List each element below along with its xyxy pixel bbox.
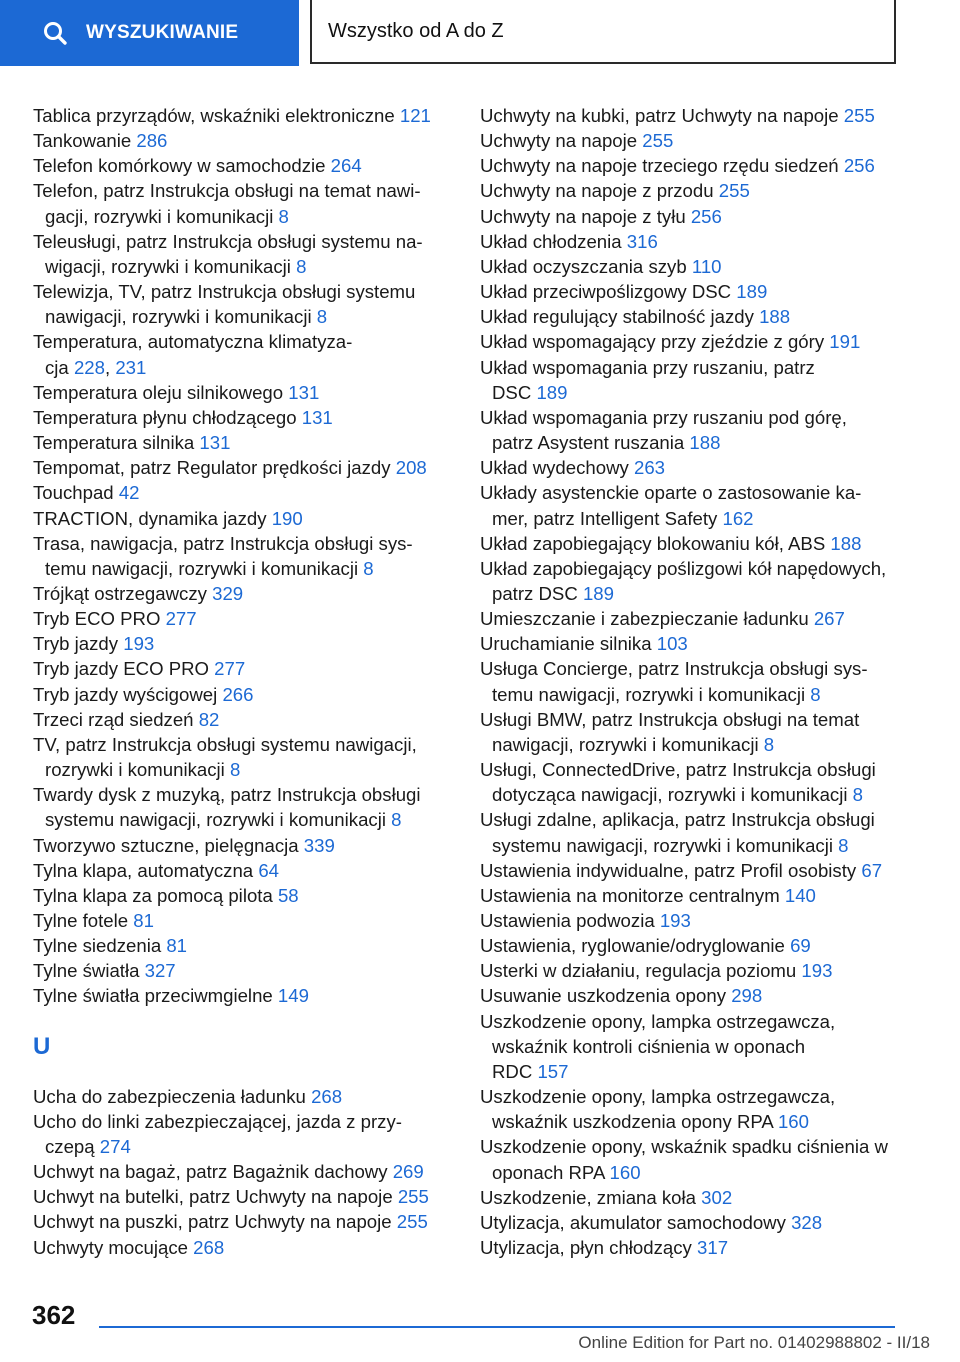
index-entry-text: oponach RPA: [492, 1161, 605, 1183]
page-link[interactable]: 228: [73, 356, 105, 378]
index-entry: [33, 1209, 443, 1234]
index-entry-text: Uszkodzenie, zmiana koła: [480, 1186, 696, 1208]
index-entry: [480, 204, 900, 229]
index-entry-text: Tylne światła przeciwmgielne: [33, 985, 273, 1007]
index-entry-text: Telefon komórkowy w samochodzie: [33, 155, 326, 177]
index-entry: [33, 103, 443, 128]
page-link[interactable]: 255: [397, 1186, 429, 1208]
page-link[interactable]: 255: [843, 105, 875, 126]
page-link[interactable]: 81: [166, 935, 188, 957]
index-entry-text: Uruchamianie silnika: [480, 633, 652, 655]
index-entry: [33, 430, 443, 455]
index-entry-text: Uchwyty na napoje z przodu: [480, 180, 714, 202]
index-entry-text: gacji, rozrywki i komunikacji: [45, 205, 274, 227]
page-link[interactable]: 316: [626, 230, 658, 252]
index-entry: [480, 229, 900, 254]
footer-divider: [99, 1326, 895, 1328]
page-link[interactable]: 131: [199, 432, 231, 454]
page-link[interactable]: 58: [277, 884, 299, 906]
page-link[interactable]: 42: [118, 482, 140, 504]
index-entry-text: Ucho do linki zabezpieczającej, jazda z przy-: [33, 1110, 402, 1132]
page-link[interactable]: 188: [689, 432, 721, 454]
index-entry-text: Układ wydechowy: [480, 457, 629, 479]
index-entry-text: Tryb ECO PRO: [33, 608, 161, 630]
index-entry: [480, 103, 900, 128]
index-entry-text: Uchwyty na napoje trzeciego rzędu siedzeń: [480, 155, 839, 177]
page-link[interactable]: 193: [659, 910, 691, 931]
index-entry-text: Tryb jazdy ECO PRO: [33, 658, 209, 680]
top-navigation: [0, 0, 960, 66]
index-entry: [33, 656, 443, 681]
index-entry-text: Układ wspomagania przy ruszaniu pod górę,: [480, 406, 847, 428]
index-entry: [480, 908, 900, 933]
page-link[interactable]: 193: [123, 633, 155, 655]
index-entry-text: dotycząca nawigacji, rozrywki i komunikacji: [492, 784, 848, 806]
index-entry: [480, 983, 900, 1008]
index-column-right: [480, 103, 900, 1260]
index-entry: [33, 455, 443, 480]
page-link[interactable]: 8: [296, 255, 307, 277]
index-entry: [480, 279, 900, 304]
index-entry-text: Teleusługi, patrz Instrukcja obsługi systemu na-: [33, 230, 423, 252]
index-entry: [480, 757, 900, 807]
index-entry: [33, 1084, 443, 1109]
search-icon: [42, 20, 68, 46]
page-link[interactable]: 8: [278, 205, 289, 227]
index-entry: [480, 480, 900, 530]
index-entry-text: Usługi BMW, patrz Instrukcja obsługi na temat: [480, 708, 860, 730]
index-entry: [480, 631, 900, 656]
index-entry-text: Uchwyty na kubki, patrz Uchwyty na napoje: [480, 105, 839, 126]
index-entry-text: Układ chłodzenia: [480, 230, 622, 252]
index-entry-text: Usterki w działaniu, regulacja poziomu: [480, 960, 797, 982]
page-link[interactable]: 140: [784, 884, 816, 906]
index-entry: [33, 178, 443, 228]
index-entry-text: Trójkąt ostrzegawczy: [33, 582, 207, 604]
index-entry-text: Ustawienia na monitorze centralnym: [480, 884, 780, 906]
index-entry-text: Uchwyt na butelki, patrz Uchwyty na napoje: [33, 1186, 393, 1208]
page-link[interactable]: 327: [144, 960, 176, 982]
index-entry-text: patrz Asystent ruszania: [492, 432, 685, 454]
page-link[interactable]: 149: [277, 985, 309, 1007]
index-entry-text: Tankowanie: [33, 130, 132, 152]
index-entry-text: Utylizacja, akumulator samochodowy: [480, 1211, 786, 1233]
index-entry-text: Telewizja, TV, patrz Instrukcja obsługi systemu: [33, 281, 416, 303]
page-link[interactable]: 131: [288, 381, 320, 403]
index-entry-text: Uchwyt na bagaż, patrz Bagażnik dachowy: [33, 1161, 388, 1183]
index-entry: [33, 531, 443, 581]
index-entry-text: wskaźnik kontroli ciśnienia w oponach: [492, 1035, 806, 1057]
page-link[interactable]: 8: [363, 557, 374, 579]
index-entry-text: Uszkodzenie opony, lampka ostrzegawcza,: [480, 1010, 836, 1032]
index-entry-text: Umieszczanie i zabezpieczanie ładunku: [480, 608, 809, 630]
page-link[interactable]: 103: [656, 633, 688, 655]
index-entry-text: Układ regulujący stabilność jazdy: [480, 306, 754, 328]
page-link[interactable]: 8: [838, 834, 849, 856]
index-entry-text: Układ zapobiegający blokowaniu kół, ABS: [480, 532, 826, 554]
index-entry-text: Usługa Concierge, patrz Instrukcja obsługi sys-: [480, 658, 868, 680]
index-entry-text: rozrywki i komunikacji: [45, 759, 225, 781]
index-entry: [33, 480, 443, 505]
index-entry: [33, 581, 443, 606]
page-link[interactable]: 121: [399, 105, 431, 126]
page-link[interactable]: 157: [537, 1060, 569, 1082]
index-entry: [480, 1084, 900, 1134]
index-entry-text: systemu nawigacji, rozrywki i komunikacji: [45, 809, 386, 831]
index-entry: [33, 833, 443, 858]
index-entry-text: Temperatura płynu chłodzącego: [33, 406, 297, 428]
page-link[interactable]: 69: [790, 935, 811, 957]
page-link[interactable]: 255: [396, 1211, 428, 1233]
index-entry-text: Usuwanie uszkodzenia opony: [480, 985, 727, 1007]
page-link[interactable]: 266: [222, 683, 254, 705]
index-entry-text: Układ wspomagający przy zjeździe z góry: [480, 331, 825, 353]
index-entry-text: Uchwyty na napoje: [480, 130, 638, 152]
index-entry-text: Trzeci rząd siedzeń: [33, 708, 194, 730]
index-entry-text: Tablica przyrządów, wskaźniki elektroniczne: [33, 105, 395, 126]
index-entry: [33, 983, 443, 1008]
page-number: 362: [32, 1300, 76, 1330]
page-link[interactable]: 267: [813, 608, 845, 630]
page-link[interactable]: 131: [301, 406, 333, 428]
index-entry-text: systemu nawigacji, rozrywki i komunikacji: [492, 834, 833, 856]
page-link[interactable]: 329: [212, 582, 244, 604]
page-link[interactable]: 189: [536, 381, 568, 403]
index-entry: Temperatura, automatyczna klimatyza- cja 228, 231: [33, 331, 353, 378]
index-entry-text: czepą: [45, 1135, 95, 1157]
index-entry: [480, 1185, 900, 1210]
index-entry-text: patrz DSC: [492, 582, 578, 604]
page-link[interactable]: 162: [722, 507, 754, 529]
index-entry-text: Układ wspomagania przy ruszaniu, patrz: [480, 356, 815, 378]
search-tab-label: WYSZUKIWANIE: [86, 22, 239, 43]
index-entry: [33, 1159, 443, 1184]
index-entry-text: temu nawigacji, rozrywki i komunikacji: [492, 683, 806, 705]
index-entry-text: nawigacji, rozrywki i komunikacji: [492, 733, 759, 755]
page-link[interactable]: 339: [303, 834, 335, 856]
page-link[interactable]: 67: [861, 859, 883, 881]
index-entry-text: Twardy dysk z muzyką, patrz Instrukcja obsługi: [33, 784, 421, 806]
index-entry-text: Tylne fotele: [33, 910, 129, 931]
index-entry: [480, 1009, 900, 1084]
index-entry-text: TRACTION, dynamika jazdy: [33, 507, 267, 529]
index-entry: [480, 455, 900, 480]
page-link[interactable]: 277: [214, 658, 246, 680]
page-link[interactable]: 231: [115, 356, 147, 378]
a-to-z-tab[interactable]: Wszystko od A do Z: [310, 0, 896, 64]
page-link[interactable]: 255: [718, 180, 750, 202]
index-entry-text: Ustawienia podwozia: [480, 910, 655, 931]
page-link[interactable]: 189: [736, 281, 768, 303]
index-entry: [480, 606, 900, 631]
index-entry-text: Układ oczyszczania szyb: [480, 255, 687, 277]
index-entry: [33, 933, 443, 958]
page-link[interactable]: 255: [642, 130, 674, 152]
index-entry: [480, 656, 900, 706]
search-tab[interactable]: [0, 0, 299, 66]
index-entry-text: Ustawienia, ryglowanie/odryglowanie: [480, 935, 785, 957]
index-entry: [33, 153, 443, 178]
index-entry-text: Tylne światła: [33, 960, 140, 982]
index-entry-text: Tryb jazdy: [33, 633, 119, 655]
index-entry-text: Układy asystenckie oparte o zastosowanie ka-: [480, 482, 862, 504]
index-entry-text: Tempomat, patrz Regulator prędkości jazdy: [33, 457, 391, 479]
index-entry: [33, 1184, 443, 1209]
page-link[interactable]: 188: [830, 532, 862, 554]
page-link[interactable]: 256: [843, 155, 875, 177]
page-link[interactable]: 268: [193, 1236, 225, 1258]
index-entry-text: Tylna klapa, automatyczna: [33, 859, 254, 881]
page-link[interactable]: 8: [852, 784, 863, 806]
index-entry: [33, 279, 443, 329]
index-entry-text: nawigacji, rozrywki i komunikacji: [45, 306, 312, 328]
index-entry: [33, 1109, 443, 1159]
index-entry: [480, 807, 900, 857]
index-entry-text: Utylizacja, płyn chłodzący: [480, 1237, 692, 1259]
page-link[interactable]: 274: [99, 1135, 131, 1157]
index-entry-text: Usługi, ConnectedDrive, patrz Instrukcja obsługi: [480, 759, 876, 781]
index-entry: [480, 405, 900, 455]
index-entry-text: Telefon, patrz Instrukcja obsługi na temat nawi-: [33, 180, 421, 202]
index-entry-text: Temperatura silnika: [33, 432, 195, 454]
index-entry: [480, 556, 900, 606]
page-link[interactable]: 286: [136, 130, 168, 152]
index-entry-text: Układ przeciwpoślizgowy DSC: [480, 281, 732, 303]
page-link[interactable]: 189: [582, 582, 614, 604]
index-entry-text: temu nawigacji, rozrywki i komunikacji: [45, 557, 359, 579]
index-entry-text: mer, patrz Intelligent Safety: [492, 507, 718, 529]
index-entry-text: Uszkodzenie opony, wskaźnik spadku ciśnienia w: [480, 1136, 888, 1158]
index-entry: [33, 707, 443, 732]
index-entry-text: wigacji, rozrywki i komunikacji: [45, 255, 291, 277]
index-entry: [33, 229, 443, 279]
index-entry-text: DSC: [492, 381, 532, 403]
index-entry-text: Trasa, nawigacja, patrz Instrukcja obsługi sys-: [33, 532, 413, 554]
index-entry: [480, 1210, 900, 1235]
index-entry-text: Uchwyt na puszki, patrz Uchwyty na napoje: [33, 1211, 392, 1233]
index-entry: [480, 153, 900, 178]
index-entry: [480, 1235, 900, 1260]
page-link[interactable]: 8: [229, 759, 241, 781]
page-link[interactable]: 317: [697, 1237, 729, 1259]
page-link[interactable]: 268: [311, 1085, 343, 1107]
page-link[interactable]: 256: [690, 205, 722, 227]
page-link[interactable]: 191: [829, 331, 861, 353]
index-entry: [33, 506, 443, 531]
index-entry: [480, 355, 900, 405]
index-entry-text: TV, patrz Instrukcja obsługi systemu nawigacji,: [33, 733, 417, 755]
index-entry: [480, 858, 900, 883]
index-entry: [480, 1134, 900, 1184]
index-entry-text: Uszkodzenie opony, lampka ostrzegawcza,: [480, 1086, 836, 1108]
index-entry: [33, 380, 443, 405]
index-entry: [480, 329, 900, 354]
index-letter-heading: U: [33, 1032, 51, 1060]
index-entry-text: Uchwyty mocujące: [33, 1236, 188, 1258]
index-entry-text: RDC: [492, 1060, 533, 1082]
page-link[interactable]: 81: [133, 910, 154, 931]
index-entry: [33, 606, 443, 631]
index-entry: [33, 908, 443, 933]
page-link[interactable]: 328: [791, 1211, 823, 1233]
page-link[interactable]: 193: [801, 960, 833, 982]
index-entry-text: Tylne siedzenia: [33, 935, 162, 957]
footer-edition: Online Edition for Part no. 01402988802 - II/18: [578, 1333, 930, 1352]
index-entry: [480, 304, 900, 329]
index-entry: [480, 707, 900, 757]
index-entry-text: Tylna klapa za pomocą pilota: [33, 884, 273, 906]
page-link[interactable]: 208: [395, 457, 427, 479]
page-link[interactable]: 110: [691, 255, 722, 277]
index-entry: [480, 128, 900, 153]
page-link[interactable]: 8: [763, 733, 775, 755]
page-link[interactable]: 82: [198, 708, 220, 730]
index-entry: [480, 178, 900, 203]
page-link[interactable]: 263: [634, 457, 666, 479]
index-entry: [33, 958, 443, 983]
index-entry-text: Temperatura oleju silnikowego: [33, 381, 284, 403]
page-link[interactable]: 298: [731, 985, 763, 1007]
index-entry-text: Tworzywo sztuczne, pielęgnacja: [33, 834, 299, 856]
index-entry-text: Tryb jazdy wyścigowej: [33, 683, 218, 705]
index-entry-text: Touchpad: [33, 482, 114, 504]
index-entry: [33, 1235, 443, 1260]
index-entry-text: Ustawienia indywidualne, patrz Profil osobisty: [480, 859, 857, 881]
index-entry-text: Temperatura, automatyczna klimatyza-: [33, 331, 353, 353]
index-entry: [33, 732, 443, 782]
page-link[interactable]: 160: [777, 1111, 809, 1133]
page-link[interactable]: 8: [316, 306, 328, 328]
page-link[interactable]: 64: [258, 859, 280, 881]
page-link[interactable]: 188: [759, 306, 791, 328]
page-link[interactable]: 269: [392, 1161, 424, 1183]
index-entry: [33, 631, 443, 656]
index-entry-text: Ucha do zabezpieczenia ładunku: [33, 1085, 306, 1107]
index-entry: [33, 405, 443, 430]
page-link[interactable]: 277: [165, 608, 197, 630]
page-link[interactable]: 8: [391, 809, 402, 831]
index-entry: [480, 531, 900, 556]
index-entry: [480, 883, 900, 908]
page-link[interactable]: 302: [701, 1186, 733, 1208]
index-entry-text: cja: [45, 356, 69, 378]
index-entry-text: Układ zapobiegający poślizgowi kół napędowych,: [480, 557, 887, 579]
index-entry: [33, 883, 443, 908]
index-entry: [33, 682, 443, 707]
index-entry-text: wskaźnik uszkodzenia opony RPA: [492, 1111, 773, 1133]
index-entry: [480, 958, 900, 983]
index-entry: [33, 782, 443, 832]
index-entry: [480, 254, 900, 279]
page-link[interactable]: 190: [271, 507, 303, 529]
page-link[interactable]: 160: [609, 1161, 641, 1183]
index-entry: [480, 933, 900, 958]
index-entry: [33, 128, 443, 153]
page-link[interactable]: 264: [330, 155, 362, 177]
index-entry-text: Usługi zdalne, aplikacja, patrz Instrukcja obsługi: [480, 809, 875, 831]
index-entry: [33, 858, 443, 883]
index-entry-text: Uchwyty na napoje z tyłu: [480, 205, 686, 227]
index-column-left: [33, 103, 443, 1260]
page-link[interactable]: 8: [810, 683, 821, 705]
